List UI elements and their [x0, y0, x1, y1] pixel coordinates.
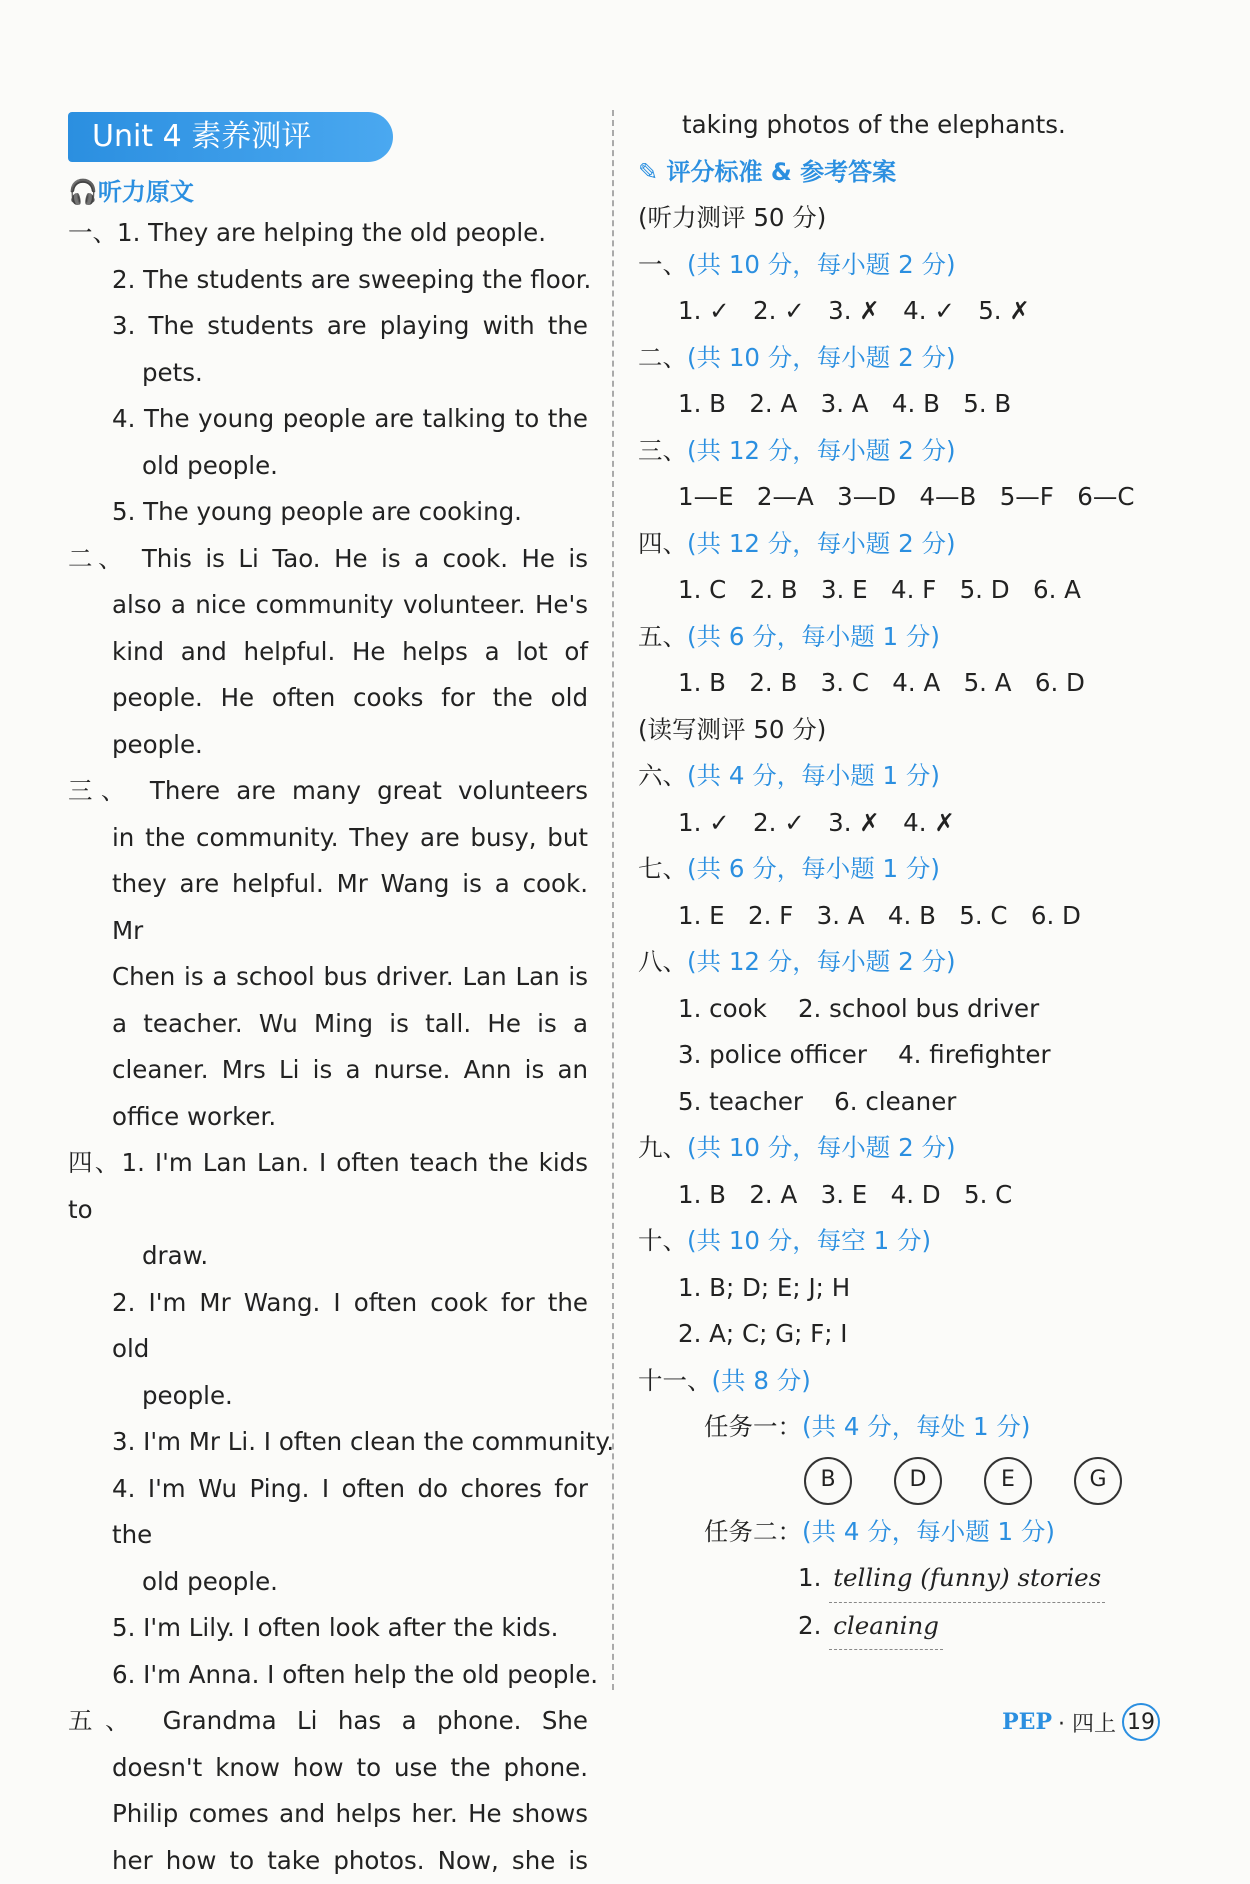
- section-number: 二、: [638, 343, 687, 372]
- section-score-heading: [638, 428, 1158, 475]
- transcript-line: 3. The students are playing with the: [68, 303, 588, 350]
- transcript-line: in the community. They are busy, but: [68, 815, 588, 862]
- transcript-line: 一、1. They are helping the old people.: [68, 210, 588, 257]
- section-score-heading: [638, 1218, 1158, 1265]
- section-number: 三、: [638, 436, 687, 465]
- circled-answer: E: [984, 1457, 1032, 1505]
- section-score-heading: [638, 939, 1158, 986]
- circled-answer: B: [804, 1457, 852, 1505]
- unit-banner: Unit 4 素养测评: [68, 112, 393, 162]
- section-number: 九、: [638, 1133, 687, 1162]
- task2-heading: 任务二：(共 4 分，每小题 1 分): [638, 1509, 1158, 1556]
- transcript-line: Philip comes and helps her. He shows: [68, 1791, 588, 1838]
- answer-line: 1. B 2. B 3. C 4. A 5. A 6. D: [638, 660, 1158, 707]
- transcript-line: pets.: [68, 350, 588, 397]
- transcript-line: a teacher. Wu Ming is tall. He is a: [68, 1001, 588, 1048]
- transcript-line: 五、 Grandma Li has a phone. She: [68, 1698, 588, 1745]
- transcript-line: 5. I'm Lily. I often look after the kids.: [68, 1605, 588, 1652]
- score-note: (共 12 分，每小题 2 分): [687, 947, 956, 976]
- section-number: 一、: [638, 250, 687, 279]
- answer-line: 1. B 2. A 3. A 4. B 5. B: [638, 381, 1158, 428]
- transcript-line: 二、 This is Li Tao. He is a cook. He is: [68, 536, 588, 583]
- column-divider: [612, 110, 614, 1690]
- transcript-line: her how to take photos. Now, she is: [68, 1838, 588, 1884]
- circled-answer: D: [894, 1457, 942, 1505]
- section-number: 六、: [638, 761, 687, 790]
- answer-line: 1—E 2—A 3—D 4—B 5—F 6—C: [638, 474, 1158, 521]
- section-number: 五、: [638, 622, 687, 651]
- transcript-line: people.: [68, 1373, 588, 1420]
- transcript-line: doesn't know how to use the phone.: [68, 1745, 588, 1792]
- section-number: 四、: [638, 529, 687, 558]
- answer-line: 1. E 2. F 3. A 4. B 5. C 6. D: [638, 893, 1158, 940]
- transcript-line: old people.: [68, 1559, 588, 1606]
- transcript-line: people.: [68, 722, 588, 769]
- headphones-icon: 🎧: [68, 178, 98, 206]
- answer-line: 5. teacher 6. cleaner: [638, 1079, 1158, 1126]
- grade-label: · 四上: [1058, 1707, 1116, 1738]
- transcript-line: 3. I'm Mr Li. I often clean the community.: [68, 1419, 588, 1466]
- answer-line: 1. cook 2. school bus driver: [638, 986, 1158, 1033]
- transcript-line: 4. The young people are talking to the: [68, 396, 588, 443]
- transcript-line: 四、1. I'm Lan Lan. I often teach the kids to: [68, 1140, 588, 1233]
- section-score-heading: [638, 335, 1158, 382]
- transcript-line: people. He often cooks for the old: [68, 675, 588, 722]
- page-number: 19: [1122, 1703, 1160, 1741]
- score-note: (共 6 分，每小题 1 分): [687, 854, 940, 883]
- section-score-heading: [638, 521, 1158, 568]
- transcript-line: 2. The students are sweeping the floor.: [68, 257, 588, 304]
- page-footer: [1002, 1703, 1160, 1741]
- score-note: (共 12 分，每小题 2 分): [687, 436, 956, 465]
- right-column: [638, 102, 1158, 1650]
- score-part-label: (读写测评 50 分): [638, 707, 1158, 754]
- score-note: (共 10 分，每小题 2 分): [687, 343, 956, 372]
- score-part-label: (听力测评 50 分): [638, 195, 1158, 242]
- section-number: 八、: [638, 947, 687, 976]
- answer-line: 1. ✓ 2. ✓ 3. ✗ 4. ✗: [638, 800, 1158, 847]
- listening-transcript-heading: 🎧听力原文: [68, 172, 194, 207]
- score-note: (共 10 分，每小题 2 分): [687, 250, 956, 279]
- section-score-heading: [638, 1125, 1158, 1172]
- transcript-line: 4. I'm Wu Ping. I often do chores for the: [68, 1466, 588, 1559]
- answer-line: 1. B 2. A 3. E 4. D 5. C: [638, 1172, 1158, 1219]
- transcript-line: office worker.: [68, 1094, 588, 1141]
- section-score-heading: [638, 846, 1158, 893]
- score-note: (共 8 分): [712, 1366, 811, 1395]
- section-score-heading: [638, 614, 1158, 661]
- transcript-line: 6. I'm Anna. I often help the old people.: [68, 1652, 588, 1699]
- score-note: (共 10 分，每小题 2 分): [687, 1133, 956, 1162]
- answer-line: 1. B; D; E; J; H: [638, 1265, 1158, 1312]
- section-score-heading: [638, 753, 1158, 800]
- answer-line: 3. police officer 4. firefighter: [638, 1032, 1158, 1079]
- task2-answer-2: 2. cleaning: [638, 1603, 1158, 1651]
- answer-line: 1. C 2. B 3. E 4. F 5. D 6. A: [638, 567, 1158, 614]
- left-column: [68, 210, 588, 1884]
- section-number: 十一、: [638, 1366, 712, 1395]
- scoring-heading: ✎ 评分标准 & 参考答案: [638, 149, 1158, 196]
- score-note: (共 10 分，每空 1 分): [687, 1226, 931, 1255]
- transcript-line: they are helpful. Mr Wang is a cook. Mr: [68, 861, 588, 954]
- transcript-line: old people.: [68, 443, 588, 490]
- score-note: (共 12 分，每小题 2 分): [687, 529, 956, 558]
- circled-answer: G: [1074, 1457, 1122, 1505]
- section-score-heading: [638, 242, 1158, 289]
- section-number: 七、: [638, 854, 687, 883]
- pencil-icon: ✎: [638, 158, 658, 186]
- section-score-heading: [638, 1358, 1158, 1405]
- score-note: (共 6 分，每小题 1 分): [687, 622, 940, 651]
- section-number: 十、: [638, 1226, 687, 1255]
- transcript-line: 2. I'm Mr Wang. I often cook for the old: [68, 1280, 588, 1373]
- transcript-line: cleaner. Mrs Li is a nurse. Ann is an: [68, 1047, 588, 1094]
- transcript-line: also a nice community volunteer. He's: [68, 582, 588, 629]
- transcript-line: Chen is a school bus driver. Lan Lan is: [68, 954, 588, 1001]
- transcript-line: draw.: [68, 1233, 588, 1280]
- task2-answer-1: 1. telling (funny) stories: [638, 1555, 1158, 1603]
- transcript-line: 5. The young people are cooking.: [68, 489, 588, 536]
- score-note: (共 4 分，每小题 1 分): [687, 761, 940, 790]
- transcript-line: kind and helpful. He helps a lot of: [68, 629, 588, 676]
- continued-text: taking photos of the elephants.: [638, 102, 1158, 149]
- answer-circles: [638, 1457, 1158, 1505]
- answer-line: 2. A; C; G; F; I: [638, 1311, 1158, 1358]
- answer-line: 1. ✓ 2. ✓ 3. ✗ 4. ✓ 5. ✗: [638, 288, 1158, 335]
- task1-heading: 任务一：(共 4 分，每处 1 分): [638, 1404, 1158, 1451]
- pep-logo: PEP: [1002, 1709, 1052, 1735]
- transcript-line: 三、 There are many great volunteers: [68, 768, 588, 815]
